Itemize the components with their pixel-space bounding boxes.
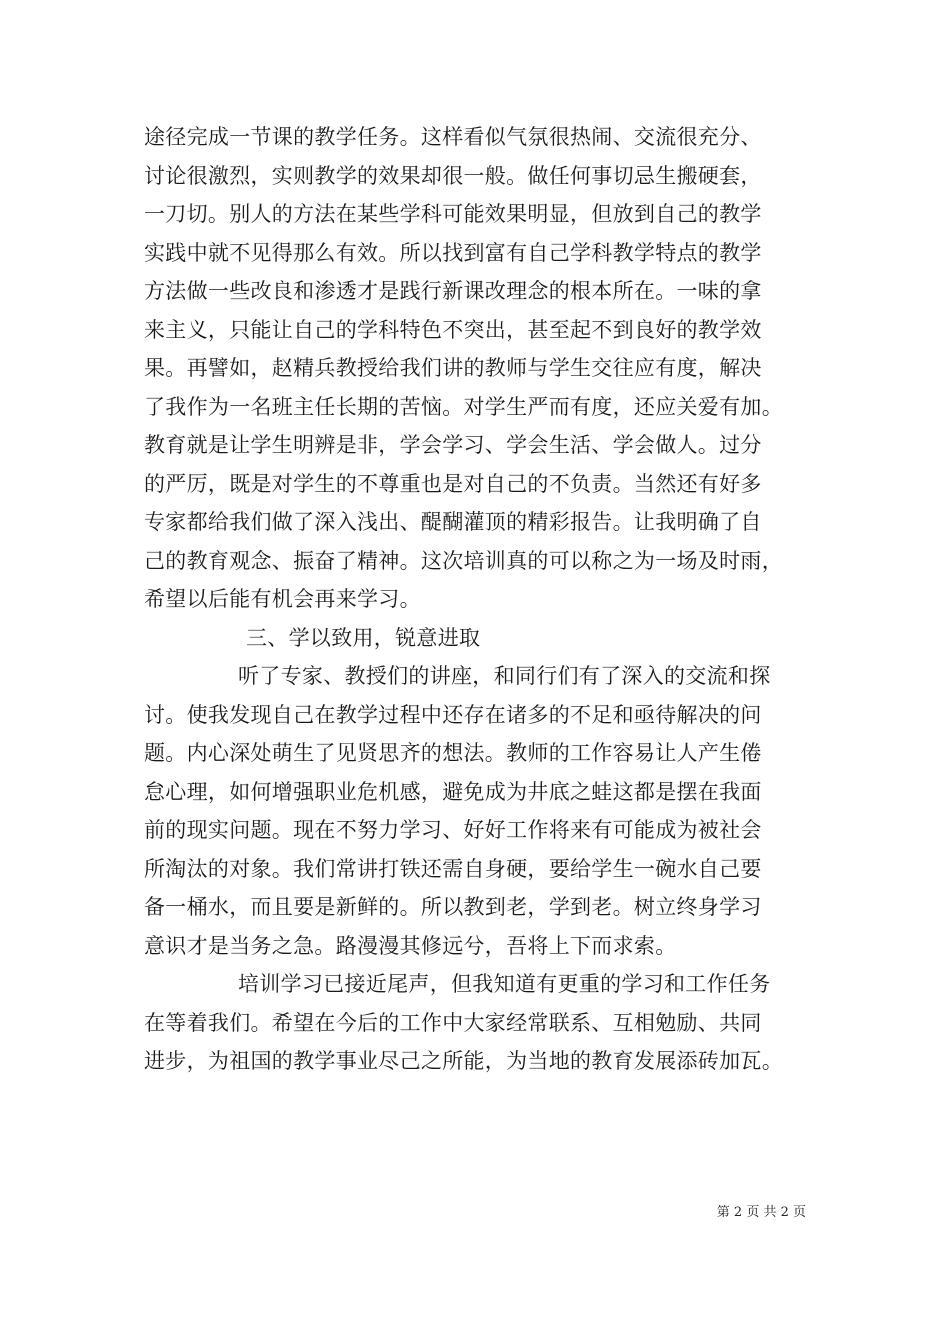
text-line: 备一桶水，而且要是新鲜的。所以教到老，学到老。树立终身学习 xyxy=(144,895,762,919)
text-line: 讨论很激烈，实则教学的效果却很一般。做任何事切忌生搬硬套， xyxy=(144,163,762,188)
text-line: 培训学习已接近尾声，但我知道有更重的学习和工作任务 xyxy=(238,972,771,996)
text-line: 讨。使我发现自己在教学过程中还存在诸多的不足和亟待解决的问 xyxy=(144,702,762,727)
text-line: 实践中就不见得那么有效。所以找到富有自己学科教学特点的教学 xyxy=(144,240,762,265)
document-body xyxy=(144,118,824,1081)
text-line: 希望以后能有机会再来学习。 xyxy=(144,587,421,611)
section-heading: 三、学以致用，锐意进取 xyxy=(246,625,481,650)
text-line: 来主义，只能让自己的学科特色不突出，甚至起不到良好的教学效 xyxy=(144,317,762,342)
page-number: 第 2 页 共 2 页 xyxy=(716,1205,806,1220)
text-line: 教育就是让学生明辨是非，学会学习、学会生活、学会做人。过分 xyxy=(144,433,762,457)
text-line: 前的现实问题。现在不努力学习、好好工作将来有可能成为被社会 xyxy=(144,818,762,842)
text-line: 的严厉，既是对学生的不尊重也是对自己的不负责。当然还有好多 xyxy=(144,471,762,496)
text-line: 在等着我们。希望在今后的工作中大家经常联系、互相勉励、共同 xyxy=(144,1010,762,1035)
text-line: 怠心理，如何增强职业危机感，避免成为井底之蛙这都是摆在我面 xyxy=(144,779,762,804)
text-line: 了我作为一名班主任长期的苦恼。对学生严而有度，还应关爱有加。 xyxy=(144,394,783,419)
text-line: 所淘汰的对象。我们常讲打铁还需自身硬，要给学生一碗水自己要 xyxy=(144,856,762,881)
text-line: 意识才是当务之急。路漫漫其修远兮，吾将上下而求索。 xyxy=(144,933,677,958)
text-line: 方法做一些改良和渗透才是践行新课改理念的根本所在。一味的拿 xyxy=(144,279,762,303)
text-line: 题。内心深处萌生了见贤思齐的想法。教师的工作容易让人产生倦 xyxy=(144,741,762,765)
text-line: 专家都给我们做了深入浅出、醍醐灌顶的精彩报告。让我明确了自 xyxy=(144,510,762,534)
text-line: 一刀切。别人的方法在某些学科可能效果明显，但放到自己的教学 xyxy=(144,202,762,226)
text-line: 己的教育观念、振奋了精神。这次培训真的可以称之为一场及时雨， xyxy=(144,548,783,573)
text-line: 途径完成一节课的教学任务。这样看似气氛很热闹、交流很充分、 xyxy=(144,125,762,149)
text-line: 听了专家、教授们的讲座，和同行们有了深入的交流和探 xyxy=(238,664,771,688)
text-line: 果。再譬如，赵精兵教授给我们讲的教师与学生交往应有度，解决 xyxy=(144,356,762,380)
text-line: 进步，为祖国的教学事业尽己之所能，为当地的教育发展添砖加瓦。 xyxy=(144,1049,783,1073)
